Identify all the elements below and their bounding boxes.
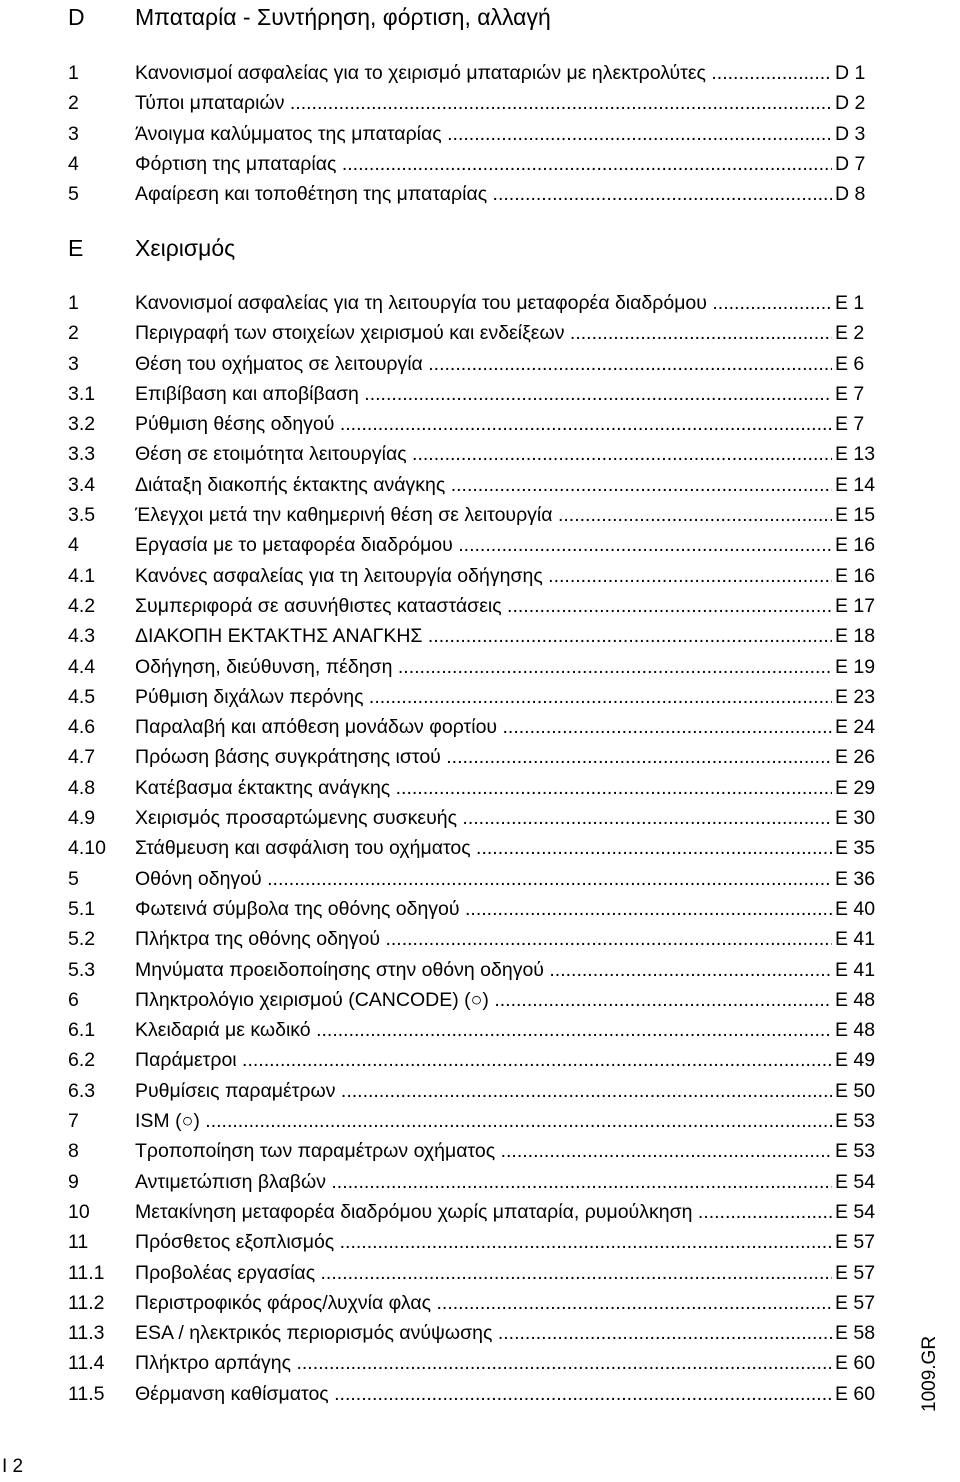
toc-entry[interactable]: [0, 349, 960, 379]
entry-title: Ρυθμίσεις παραμέτρων .....: [135, 1076, 883, 1106]
entry-title: Φόρτιση της μπαταρίας .....: [135, 149, 883, 179]
entry-title: Περιγραφή των στοιχείων χειρισμού και ενδείξεων .....: [135, 318, 883, 348]
entry-title: ESA / ηλεκτρικός περιορισμός ανύψωσης .....: [135, 1318, 883, 1348]
toc-entry[interactable]: [0, 1227, 960, 1257]
toc-entry[interactable]: [0, 591, 960, 621]
toc-entry[interactable]: [0, 894, 960, 924]
document-code: 1009.GR: [919, 1335, 940, 1412]
entry-title: Οδήγηση, διεύθυνση, πέδηση .....: [135, 652, 883, 682]
section-d-letter: D: [68, 4, 85, 30]
toc-entry[interactable]: [0, 119, 960, 149]
toc-entry[interactable]: [0, 621, 960, 651]
entry-title: Παραλαβή και απόθεση μονάδων φορτίου .....: [135, 712, 883, 742]
entry-title: Φωτεινά σύμβολα της οθόνης οδηγού .....: [135, 894, 883, 924]
entry-page: D 7: [832, 149, 895, 179]
section-e-title: Χειρισμός: [135, 235, 236, 261]
entry-number: 6.2: [68, 1049, 96, 1072]
entry-page: E 58: [832, 1318, 895, 1348]
entry-number: 5: [68, 867, 79, 890]
toc-entry[interactable]: [0, 712, 960, 742]
entry-title: ΔΙΑΚΟΠΗ ΕΚΤΑΚΤΗΣ ΑΝΑΓΚΗΣ .....: [135, 621, 883, 651]
entry-page: E 48: [832, 985, 895, 1015]
entry-number: 5: [68, 183, 79, 206]
section-d-heading: [0, 0, 960, 34]
entry-page: E 40: [832, 894, 895, 924]
entry-title: Διάταξη διακοπής έκτακτης ανάγκης .....: [135, 470, 883, 500]
entry-number: 4.9: [68, 807, 96, 830]
entry-page: E 53: [832, 1106, 895, 1136]
entry-page: D 2: [832, 88, 895, 118]
entry-page: E 2: [832, 318, 895, 348]
entry-title: Μηνύματα προειδοποίησης στην οθόνη οδηγού .....: [135, 955, 883, 985]
toc-entry[interactable]: [0, 955, 960, 985]
entry-page: E 1: [832, 288, 895, 318]
entry-title: Θέση σε ετοιμότητα λειτουργίας .....: [135, 439, 883, 469]
toc-entry[interactable]: [0, 864, 960, 894]
toc-entry[interactable]: [0, 318, 960, 348]
toc-entry[interactable]: [0, 149, 960, 179]
toc-entry[interactable]: [0, 1258, 960, 1288]
toc-entry[interactable]: [0, 500, 960, 530]
toc-entry[interactable]: [0, 439, 960, 469]
toc-entry[interactable]: [0, 652, 960, 682]
entry-title: Πρόσθετος εξοπλισμός .....: [135, 1227, 883, 1257]
entry-number: 11.2: [68, 1291, 105, 1314]
entry-title: Οθόνη οδηγού .....: [135, 864, 883, 894]
entry-page: D 1: [832, 58, 895, 88]
entry-title: Αντιμετώπιση βλαβών .....: [135, 1167, 883, 1197]
entry-number: 6.3: [68, 1079, 96, 1102]
toc-entry[interactable]: [0, 1076, 960, 1106]
entry-title: Πληκτρολόγιο χειρισμού (CANCODE) (○) .....: [135, 985, 883, 1015]
entry-page: E 50: [832, 1076, 895, 1106]
entry-title: Θέση του οχήματος σε λειτουργία .....: [135, 349, 883, 379]
section-e-entries: [0, 288, 960, 1409]
toc-entry[interactable]: [0, 682, 960, 712]
entry-title: Τύποι μπαταριών .....: [135, 88, 883, 118]
entry-title: Θέρμανση καθίσματος .....: [135, 1379, 883, 1409]
entry-page: E 57: [832, 1227, 895, 1257]
entry-title: Εργασία με το μεταφορέα διαδρόμου .....: [135, 530, 883, 560]
toc-entry[interactable]: [0, 985, 960, 1015]
entry-page: E 60: [832, 1379, 895, 1409]
entry-page: E 53: [832, 1136, 895, 1166]
entry-page: E 26: [832, 742, 895, 772]
toc-entry[interactable]: [0, 742, 960, 772]
entry-title: Προβολέας εργασίας .....: [135, 1258, 883, 1288]
entry-number: 5.3: [68, 958, 96, 981]
entry-page: E 18: [832, 621, 895, 651]
entry-title: Κατέβασμα έκτακτης ανάγκης .....: [135, 773, 883, 803]
entry-title: Έλεγχοι μετά την καθημερινή θέση σε λειτουργία .....: [135, 500, 883, 530]
entry-number: 5.1: [68, 897, 96, 920]
entry-title: Άνοιγμα καλύμματος της μπαταρίας .....: [135, 119, 883, 149]
entry-page: E 54: [832, 1197, 895, 1227]
toc-entry[interactable]: [0, 379, 960, 409]
entry-number: 4.1: [68, 564, 96, 587]
entry-title: Χειρισμός προσαρτώμενης συσκευής .....: [135, 803, 883, 833]
entry-page: E 7: [832, 379, 895, 409]
entry-title: Κανόνες ασφαλείας για τη λειτουργία οδήγησης .....: [135, 561, 883, 591]
entry-title: Κλειδαριά με κωδικό .....: [135, 1015, 883, 1045]
entry-number: 3: [68, 352, 79, 375]
toc-entry[interactable]: [0, 803, 960, 833]
entry-number: 4: [68, 534, 79, 557]
entry-title: Πλήκτρο αρπάγης .....: [135, 1348, 883, 1378]
toc-entry[interactable]: [0, 409, 960, 439]
entry-page: E 17: [832, 591, 895, 621]
entry-number: 4.10: [68, 837, 106, 860]
entry-number: 1: [68, 62, 79, 84]
entry-number: 5.2: [68, 928, 96, 951]
toc-entry[interactable]: [0, 1045, 960, 1075]
entry-page: E 30: [832, 803, 895, 833]
entry-number: 11.5: [68, 1382, 105, 1405]
section-d-entries: [0, 58, 960, 209]
entry-number: 4.7: [68, 746, 96, 769]
toc-entry[interactable]: [0, 1197, 960, 1227]
entry-number: 3.5: [68, 504, 96, 527]
entry-number: 3: [68, 122, 79, 145]
entry-number: 11.4: [68, 1352, 105, 1375]
toc-entry[interactable]: [0, 833, 960, 863]
entry-number: 11: [68, 1231, 89, 1254]
entry-page: E 14: [832, 470, 895, 500]
entry-number: 4.4: [68, 655, 96, 678]
entry-number: 7: [68, 1110, 79, 1133]
entry-title: Αφαίρεση και τοποθέτηση της μπαταρίας .....: [135, 179, 883, 209]
entry-title: Ρύθμιση διχάλων περόνης .....: [135, 682, 883, 712]
toc-entry[interactable]: [0, 530, 960, 560]
entry-title: Ρύθμιση θέσης οδηγού .....: [135, 409, 883, 439]
entry-number: 9: [68, 1170, 79, 1193]
entry-title: Πλήκτρα της οθόνης οδηγού .....: [135, 924, 883, 954]
entry-number: 3.1: [68, 382, 96, 405]
entry-page: E 54: [832, 1167, 895, 1197]
toc-entry[interactable]: [0, 1106, 960, 1136]
entry-title: Κανονισμοί ασφαλείας για τη λειτουργία του μεταφορέα διαδρόμου .....: [135, 288, 883, 318]
entry-number: 4.2: [68, 594, 96, 617]
toc-entry[interactable]: [0, 1136, 960, 1166]
entry-number: 2: [68, 92, 79, 115]
entry-number: 11.3: [68, 1322, 105, 1345]
entry-number: 6.1: [68, 1019, 96, 1042]
toc-entry[interactable]: [0, 1318, 960, 1348]
entry-number: 4: [68, 152, 79, 175]
toc-entry[interactable]: [0, 179, 960, 209]
toc-entry[interactable]: [0, 1015, 960, 1045]
entry-page: E 29: [832, 773, 895, 803]
entry-title: Μετακίνηση μεταφορέα διαδρόμου χωρίς μπαταρία, ρυμούλκηση .....: [135, 1197, 883, 1227]
entry-page: D 8: [832, 179, 895, 209]
entry-page: E 7: [832, 409, 895, 439]
entry-number: 1: [68, 292, 79, 314]
entry-page: E 36: [832, 864, 895, 894]
entry-number: 2: [68, 322, 79, 345]
toc-entry[interactable]: [0, 288, 960, 318]
toc-entry[interactable]: [0, 1379, 960, 1409]
entry-page: E 6: [832, 349, 895, 379]
entry-page: E 15: [832, 500, 895, 530]
entry-page: E 57: [832, 1288, 895, 1318]
toc-entry[interactable]: [0, 58, 960, 88]
entry-number: 3.4: [68, 473, 96, 496]
entry-page: E 57: [832, 1258, 895, 1288]
entry-page: E 41: [832, 924, 895, 954]
entry-page: E 16: [832, 530, 895, 560]
entry-number: 3.3: [68, 443, 96, 466]
entry-number: 3.2: [68, 413, 96, 436]
entry-number: 8: [68, 1140, 79, 1163]
entry-title: Περιστροφικός φάρος/λυχνία φλας .....: [135, 1288, 883, 1318]
entry-page: E 13: [832, 439, 895, 469]
entry-page: E 41: [832, 955, 895, 985]
entry-number: 4.6: [68, 716, 96, 739]
toc-entry[interactable]: [0, 88, 960, 118]
entry-number: 4.8: [68, 776, 96, 799]
entry-title: Επιβίβαση και αποβίβαση .....: [135, 379, 883, 409]
entry-page: D 3: [832, 119, 895, 149]
entry-title: Παράμετροι .....: [135, 1045, 883, 1075]
toc-entry[interactable]: [0, 1288, 960, 1318]
entry-page: E 19: [832, 652, 895, 682]
entry-title: Στάθμευση και ασφάλιση του οχήματος .....: [135, 833, 883, 863]
entry-title: Συμπεριφορά σε ασυνήθιστες καταστάσεις .....: [135, 591, 883, 621]
entry-title: Κανονισμοί ασφαλείας για το χειρισμό μπαταριών με ηλεκτρολύτες .....: [135, 58, 883, 88]
entry-page: E 60: [832, 1348, 895, 1378]
entry-title: Πρόωση βάσης συγκράτησης ιστού .....: [135, 742, 883, 772]
entry-page: E 48: [832, 1015, 895, 1045]
entry-number: 11.1: [68, 1261, 105, 1284]
entry-number: 6: [68, 988, 79, 1011]
toc-entry[interactable]: [0, 561, 960, 591]
entry-page: E 35: [832, 833, 895, 863]
section-e-letter: E: [68, 235, 84, 261]
entry-title: Τροποποίηση των παραμέτρων οχήματος .....: [135, 1136, 883, 1166]
toc-entry[interactable]: [0, 470, 960, 500]
entry-page: E 49: [832, 1045, 895, 1075]
entry-title: ISM (○) .....: [135, 1106, 883, 1136]
entry-number: 4.5: [68, 685, 96, 708]
entry-page: E 16: [832, 561, 895, 591]
toc-entry[interactable]: [0, 924, 960, 954]
section-d-title: Μπαταρία - Συντήρηση, φόρτιση, αλλαγή: [135, 4, 551, 30]
entry-number: 4.3: [68, 625, 96, 648]
toc-entry[interactable]: [0, 773, 960, 803]
section-e-heading: [0, 231, 960, 265]
toc-entry[interactable]: [0, 1167, 960, 1197]
page-number: I 2: [2, 1456, 24, 1477]
entry-number: 10: [68, 1200, 90, 1223]
toc-entry[interactable]: [0, 1348, 960, 1378]
entry-page: E 24: [832, 712, 895, 742]
entry-page: E 23: [832, 682, 895, 712]
